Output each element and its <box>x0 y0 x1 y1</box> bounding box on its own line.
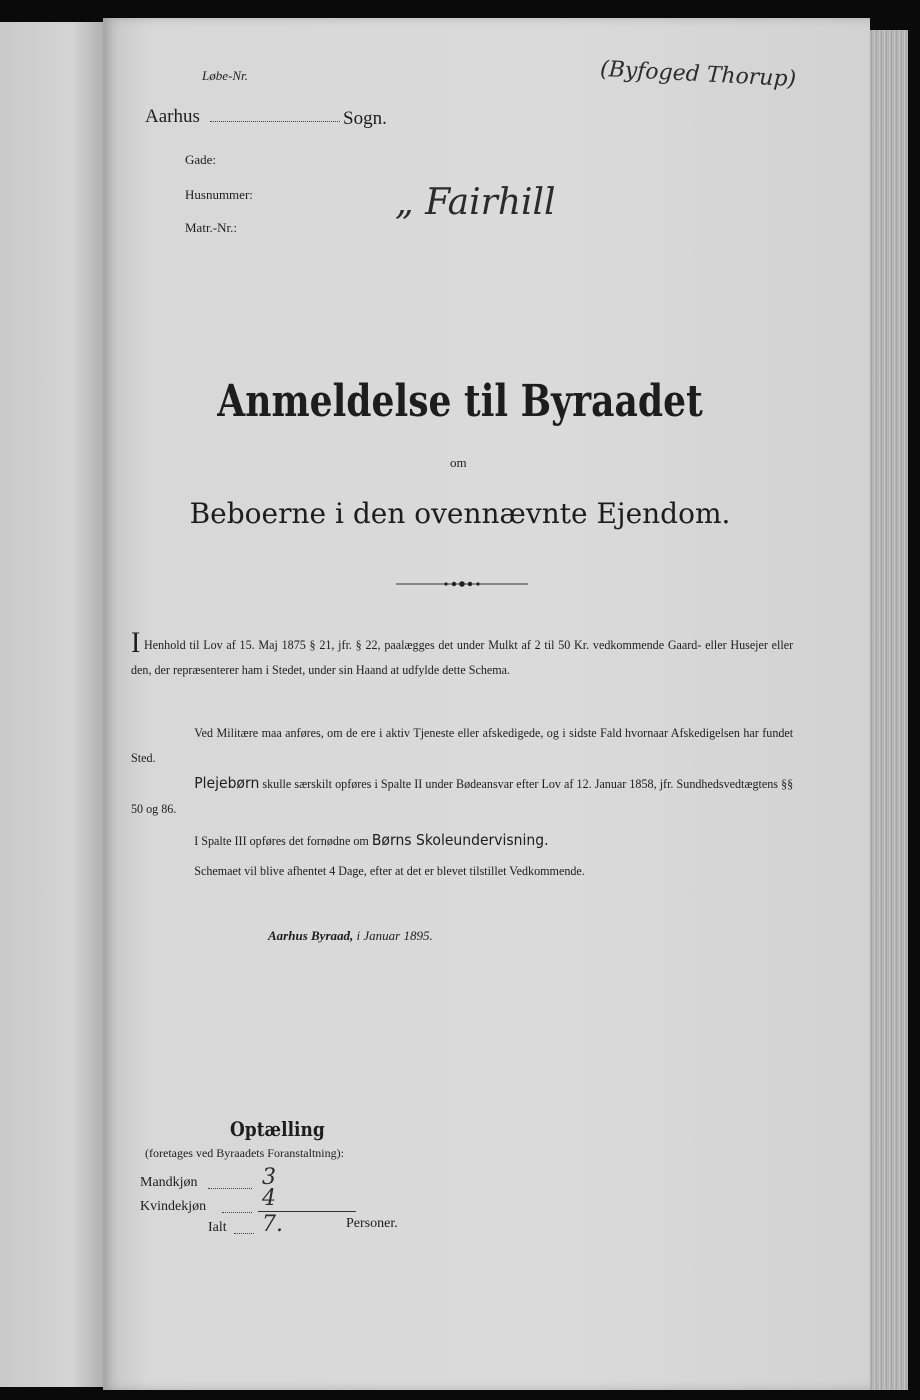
gade-label: Gade: <box>185 152 217 167</box>
handwritten-name-annotation: (Byfoged Thorup) <box>599 56 797 93</box>
total-count: 7. <box>262 1212 283 1237</box>
instruction-paragraph-3 <box>131 771 793 821</box>
town-label: Aarhus <box>145 106 200 127</box>
paragraph-3-text: skulle særskilt opføres i Spalte II under Bødeansvar efter Lov af 12. Januar 1858, jfr. Sundhedsvedtægtens §§ 50 og 86. <box>131 776 794 816</box>
male-dots <box>208 1188 252 1189</box>
ornament-divider <box>396 578 528 590</box>
male-count: 3 <box>262 1165 276 1190</box>
title-connector: om <box>450 455 467 470</box>
instruction-paragraph-4 <box>131 828 793 853</box>
paragraph-4-lead: I Spalte III opføres det fornødne om <box>194 833 369 848</box>
female-label: Kvindekjøn <box>140 1199 207 1214</box>
sogn-label: Sogn. <box>343 108 387 129</box>
page-stack-edges <box>868 30 908 1390</box>
total-label: Ialt <box>208 1220 227 1235</box>
issuer-name: Aarhus Byraad, <box>268 928 354 943</box>
persons-label: Personer. <box>346 1216 398 1231</box>
matr-nr-label: Matr.-Nr.: <box>185 220 237 235</box>
husnummer-label: Husnummer: <box>185 187 253 202</box>
count-note: (foretages ved Byraadets Foranstaltning): <box>145 1146 344 1160</box>
form-subtitle: Beboerne i den ovennævnte Ejendom. <box>189 497 731 530</box>
female-count: 4 <box>262 1186 276 1211</box>
drop-initial: I <box>131 626 141 659</box>
total-dots <box>234 1233 254 1234</box>
issuer-date: i Januar 1895. <box>356 928 433 943</box>
school-emphasis: Børns Skoleundervisning. <box>371 831 549 849</box>
paragraph-1-text: Henhold til Lov af 15. Maj 1875 § 21, jfr. § 22, paalægges det under Mulkt af 2 til 50 Kr. vedkommende Gaard- eller Husejer eller den, der repræsenterer ham i Stedet, under sin Haand at udfylde dette Schema. <box>131 637 794 677</box>
instruction-paragraph-2: Ved Militære maa anføres, om de ere i aktiv Tjeneste eller afskedigede, og i sidste Fald hvornaar Afskedigelsen har fundet Sted. <box>131 725 794 765</box>
instruction-paragraph-1 <box>131 626 794 682</box>
sogn-fill-line <box>210 121 340 122</box>
female-dots <box>222 1212 252 1213</box>
handwritten-address: „ Fairhill <box>395 182 556 223</box>
plejeborn-lead: Plejebørn <box>194 774 260 792</box>
count-heading: Optælling <box>230 1117 325 1141</box>
male-label: Mandkjøn <box>140 1175 198 1190</box>
lobe-nr-label: Løbe-Nr. <box>202 68 248 83</box>
instruction-paragraph-5: Schemaet vil blive afhentet 4 Dage, efter at det er blevet tilstillet Vedkommende. <box>194 863 585 878</box>
form-title: Anmeldelse til Byraadet <box>217 376 703 427</box>
left-page-edge <box>0 22 103 1387</box>
issuer-signature <box>268 928 433 944</box>
